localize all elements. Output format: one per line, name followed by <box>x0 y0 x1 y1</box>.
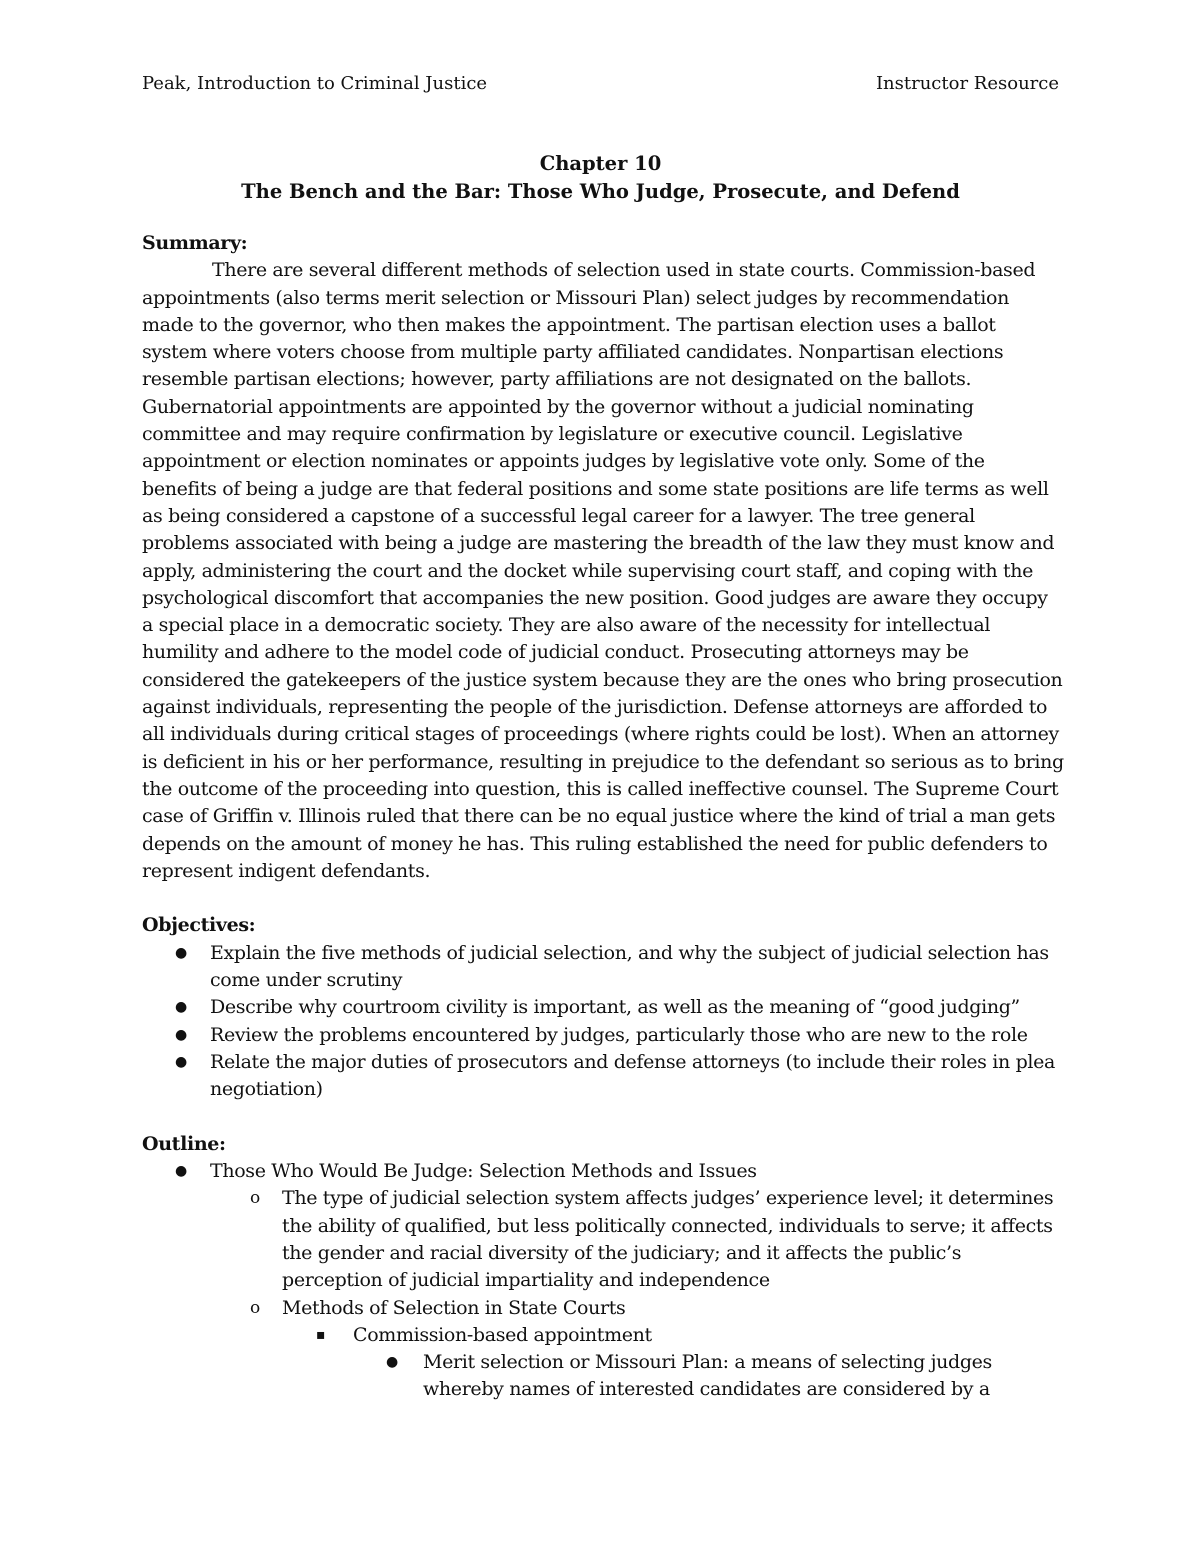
hollow-bullet-icon: o <box>250 1188 260 1209</box>
objective-text: Review the problems encountered by judges, particularly those who are new to the role <box>210 1023 1028 1046</box>
bullet-icon: ● <box>386 1354 398 1371</box>
objective-text: Describe why courtroom civility is important, as well as the meaning of “good judging” <box>210 996 1020 1019</box>
page-header <box>142 72 1059 96</box>
bullet-icon: ● <box>175 944 187 961</box>
chapter-subtitle: The Bench and the Bar: Those Who Judge, Prosecute, and Defend <box>241 180 960 203</box>
outline-list <box>142 1158 1064 1404</box>
summary-paragraph: There are several different methods of selection used in state courts. Commission-based appointments (also terms merit selection or Missouri Plan) select judges by recommendation made to the governor, who then makes the appointment. The partisan election uses a ballot system where voters choose from multiple party affiliated candidates. Nonpartisan elections resemble partisan elections; however, party affiliations are not designated on the ballots. Gubernatorial appointments are appointed by the governor without a judicial nominating committee and may require confirmation by legislature or executive council. Legislative appointment or election nominates or appoints judges by legislative vote only. Some of the benefits of being a judge are that federal positions and some state positions are life terms as well as being considered a capstone of a successful legal career for a lawyer. The tree general problems associated with being a judge are mastering the breadth of the law they must know and apply, administering the court and the docket while supervising court staff, and coping with the psychological discomfort that accompanies the new position. Good judges are aware they occupy a special place in a democratic society. They are also aware of the necessity for intellectual humility and adhere to the model code of judicial conduct. Prosecuting attorneys may be considered the gatekeepers of the justice system because they are the ones who bring prosecution against individuals, representing the people of the jurisdiction. Defense attorneys are afforded to all individuals during critical stages of proceedings (where rights could be lost). When an attorney is deficient in his or her performance, resulting in prejudice to the defendant so serious as to bring the outcome of the proceeding into question, this is called ineffective counsel. The Supreme Court case of Griffin v. Illinois ruled that there can be no equal justice where the kind of trial a man gets depends on the amount of money he has. This ruling established the need for public defenders to represent indigent defendants. <box>142 259 1064 882</box>
list-item <box>142 940 1064 995</box>
list-item <box>142 1295 1064 1322</box>
objective-text: Relate the major duties of prosecutors and defense attorneys (to include their roles in plea negotiation) <box>210 1050 1055 1101</box>
objectives-heading: Objectives: <box>142 914 256 937</box>
chapter-title-block <box>142 150 1059 206</box>
outline-heading: Outline: <box>142 1132 226 1155</box>
list-item <box>142 994 1064 1021</box>
document-body <box>142 230 1064 1404</box>
list-item <box>142 1158 1064 1185</box>
list-item <box>142 1022 1064 1049</box>
outline-text: Commission-based appointment <box>353 1323 652 1346</box>
objectives-list <box>142 940 1064 1104</box>
bullet-icon: ● <box>175 1026 187 1043</box>
outline-text: The type of judicial selection system affects judges’ experience level; it determines the ability of qualified, but less politically connected, individuals to serve; it affects the gender and racial diversity of the judiciary; and it affects the public’s perception of judicial impartiality and independence <box>282 1187 1054 1292</box>
list-item <box>142 1185 1064 1294</box>
hollow-bullet-icon: o <box>250 1297 260 1318</box>
chapter-number: Chapter 10 <box>539 152 662 175</box>
outline-text: Those Who Would Be Judge: Selection Methods and Issues <box>210 1160 757 1183</box>
list-item <box>142 1322 1064 1349</box>
list-item <box>142 1049 1064 1104</box>
list-item <box>142 1349 1064 1404</box>
square-bullet-icon: ▪ <box>316 1326 326 1343</box>
outline-text: Merit selection or Missouri Plan: a means of selecting judges whereby names of interested candidates are considered by a <box>423 1351 992 1401</box>
summary-heading: Summary: <box>142 232 248 254</box>
header-right: Instructor Resource <box>875 73 1059 94</box>
outline-text: Methods of Selection in State Courts <box>282 1296 626 1319</box>
bullet-icon: ● <box>175 1163 187 1180</box>
objective-text: Explain the five methods of judicial selection, and why the subject of judicial selection has come under scrutiny <box>210 941 1049 992</box>
bullet-icon: ● <box>175 1053 187 1070</box>
bullet-icon: ● <box>175 999 187 1016</box>
header-left: Peak, Introduction to Criminal Justice <box>142 73 488 94</box>
